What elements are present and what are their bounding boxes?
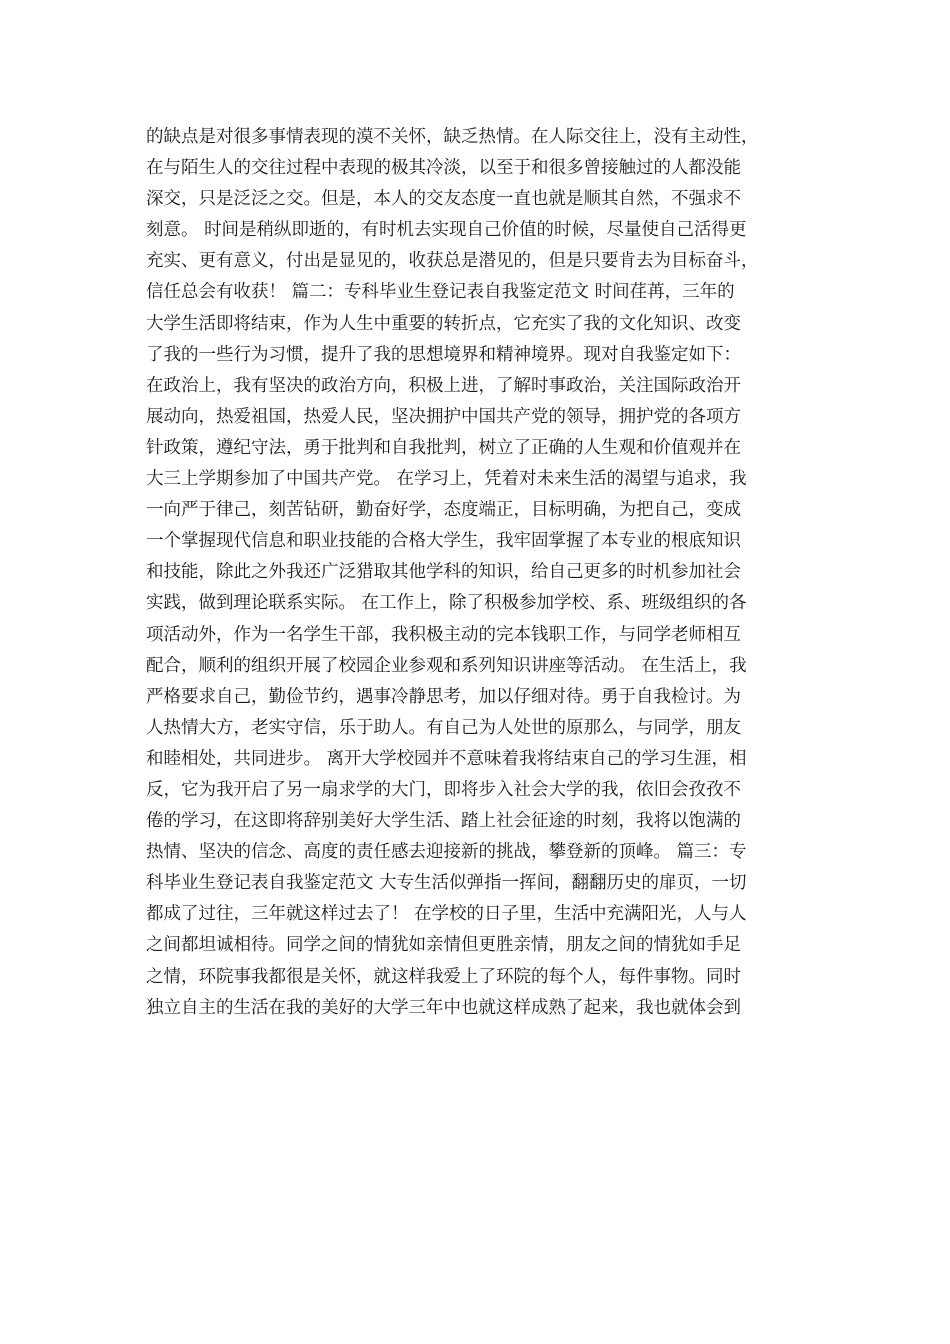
text-line: 严格要求自己，勤俭节约，遇事冷静思考，加以仔细对待。勇于自我检讨。为 [146,686,741,707]
text-line: 配合，顺利的组织开展了校园企业参观和系列知识讲座等活动。 在生活上，我 [146,655,747,676]
text-line: 大三上学期参加了中国共产党。 在学习上，凭着对未来生活的渴望与追求，我 [146,469,747,490]
text-line: 反，它为我开启了另一扇求学的大门，即将步入社会大学的我，依旧会孜孜不 [146,779,741,800]
text-line: 科毕业生登记表自我鉴定范文 大专生活似弹指一挥间，翻翻历史的扉页，一切 [146,873,747,894]
text-line: 深交，只是泛泛之交。但是，本人的交友态度一直也就是顺其自然，不强求不 [146,189,741,210]
text-line: 一个掌握现代信息和职业技能的合格大学生，我牢固掌握了本专业的根底知识 [146,531,741,552]
text-line: 实践，做到理论联系实际。 在工作上，除了积极参加学校、系、班级组织的各 [146,593,747,614]
text-line: 热情、坚决的信念、高度的责任感去迎接新的挑战，攀登新的顶峰。 篇三：专 [146,842,747,863]
text-line: 和技能，除此之外我还广泛猎取其他学科的知识，给自己更多的时机参加社会 [146,562,741,583]
text-line: 充实、更有意义，付出是显见的，收获总是潜见的，但是只要肯去为目标奋斗， [146,251,759,272]
text-line: 都成了过往，三年就这样过去了！ 在学校的日子里，生活中充满阳光，人与人 [146,904,747,925]
text-line: 信任总会有收获！ 篇二：专科毕业生登记表自我鉴定范文 时间荏苒，三年的 [146,282,735,303]
text-line: 和睦相处，共同进步。 离开大学校园并不意味着我将结束自己的学习生涯，相 [146,748,747,769]
text-line: 针政策，遵纪守法，勇于批判和自我批判，树立了正确的人生观和价值观并在 [146,437,741,458]
text-line: 一向严于律己，刻苦钻研，勤奋好学，态度端正，目标明确，为把自己，变成 [146,500,741,521]
text-line: 在政治上，我有坚决的政治方向，积极上进，了解时事政治，关注国际政治开 [146,375,741,396]
text-line: 刻意。 时间是稍纵即逝的，有时机去实现自己价值的时候，尽量使自己活得更 [146,220,747,241]
text-line: 大学生活即将结束，作为人生中重要的转折点，它充实了我的文化知识、改变 [146,313,741,334]
text-line: 之间都坦诚相待。同学之间的情犹如亲情但更胜亲情，朋友之间的情犹如手足 [146,935,741,956]
text-line: 之情，环院事我都很是关怀，就这样我爱上了环院的每个人，每件事物。同时 [146,966,741,987]
text-line: 在与陌生人的交往过程中表现的极其冷淡，以至于和很多曾接触过的人都没能 [146,158,741,179]
text-line: 展动向，热爱祖国，热爱人民，坚决拥护中国共产党的领导，拥护党的各项方 [146,406,741,427]
text-line: 了我的一些行为习惯，提升了我的思想境界和精神境界。现对自我鉴定如下： [146,344,741,365]
text-line: 人热情大方，老实守信，乐于助人。有自己为人处世的原那么，与同学，朋友 [146,717,741,738]
text-line: 独立自主的生活在我的美好的大学三年中也就这样成熟了起来，我也就体会到 [146,997,741,1018]
text-line: 倦的学习，在这即将辞别美好大学生活、踏上社会征途的时刻，我将以饱满的 [146,811,741,832]
body-text [146,122,816,1024]
text-line: 项活动外，作为一名学生干部，我积极主动的完本钱职工作，与同学老师相互 [146,624,741,645]
text-line: 的缺点是对很多事情表现的漠不关怀，缺乏热情。在人际交往上，没有主动性， [146,127,759,147]
